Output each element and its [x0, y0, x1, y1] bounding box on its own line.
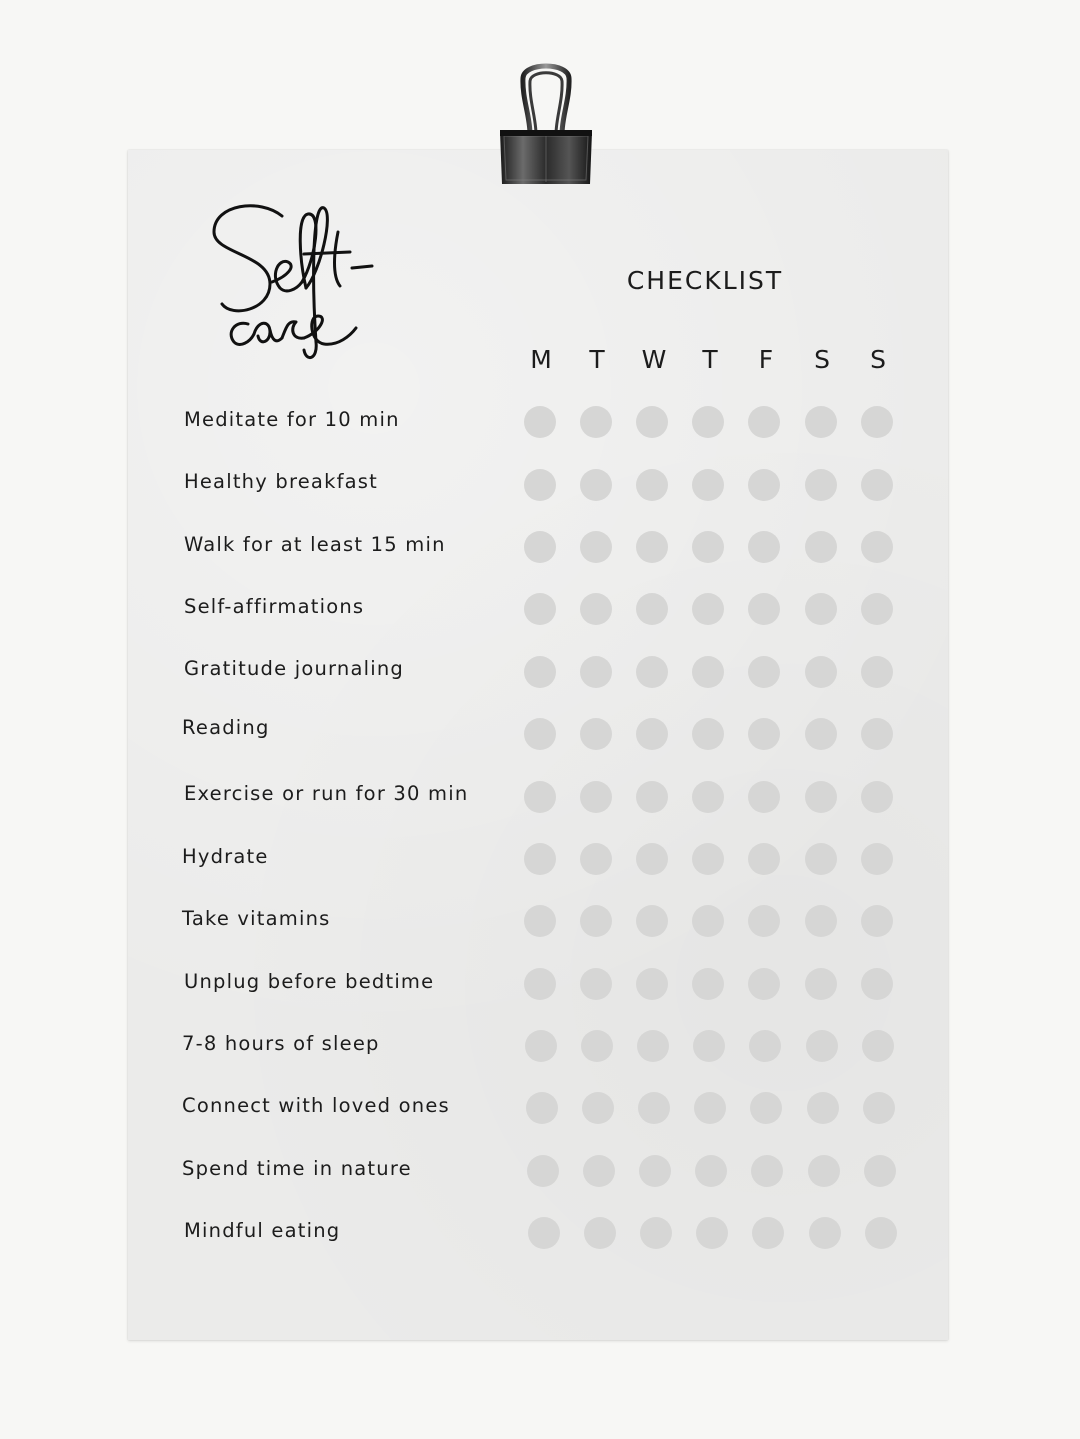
- check-circle[interactable]: [748, 781, 780, 813]
- check-circle[interactable]: [692, 593, 724, 625]
- task-label: Hydrate: [182, 845, 269, 868]
- check-circle[interactable]: [861, 406, 893, 438]
- check-circle[interactable]: [748, 843, 780, 875]
- day-header-saturday: S: [814, 345, 830, 374]
- task-label: Self-affirmations: [184, 595, 365, 618]
- day-header-sunday: S: [870, 345, 886, 374]
- check-circle[interactable]: [692, 843, 724, 875]
- check-circle[interactable]: [805, 469, 837, 501]
- check-circle[interactable]: [524, 593, 556, 625]
- check-circle[interactable]: [580, 905, 612, 937]
- check-circle[interactable]: [580, 406, 612, 438]
- day-header-wednesday: W: [641, 345, 667, 374]
- check-circle[interactable]: [640, 1217, 672, 1249]
- check-circle[interactable]: [524, 718, 556, 750]
- check-circle[interactable]: [748, 968, 780, 1000]
- check-circle[interactable]: [692, 905, 724, 937]
- check-circle[interactable]: [637, 1030, 669, 1062]
- check-circle[interactable]: [865, 1217, 897, 1249]
- check-circle[interactable]: [524, 469, 556, 501]
- check-circle[interactable]: [636, 718, 668, 750]
- check-circle[interactable]: [751, 1155, 783, 1187]
- check-circle[interactable]: [636, 843, 668, 875]
- check-circle[interactable]: [526, 1092, 558, 1124]
- check-circle[interactable]: [805, 531, 837, 563]
- check-circle[interactable]: [748, 718, 780, 750]
- task-label: Gratitude journaling: [184, 657, 404, 680]
- check-circle[interactable]: [528, 1217, 560, 1249]
- task-label: Reading: [182, 716, 270, 739]
- check-circle[interactable]: [524, 968, 556, 1000]
- checklist-title: CHECKLIST: [626, 266, 784, 295]
- check-circle[interactable]: [861, 718, 893, 750]
- check-circle[interactable]: [861, 843, 893, 875]
- check-circle[interactable]: [636, 656, 668, 688]
- check-circle[interactable]: [748, 905, 780, 937]
- check-circle[interactable]: [636, 531, 668, 563]
- check-circle[interactable]: [695, 1155, 727, 1187]
- task-label: Unplug before bedtime: [184, 970, 435, 993]
- check-circle[interactable]: [692, 406, 724, 438]
- self-care-logo: [200, 192, 390, 382]
- check-circle[interactable]: [748, 531, 780, 563]
- check-circle[interactable]: [749, 1030, 781, 1062]
- check-circle[interactable]: [580, 968, 612, 1000]
- check-circle[interactable]: [752, 1217, 784, 1249]
- check-circle[interactable]: [580, 469, 612, 501]
- day-header-thursday: T: [702, 345, 718, 374]
- check-circle[interactable]: [805, 905, 837, 937]
- check-circle[interactable]: [525, 1030, 557, 1062]
- check-circle[interactable]: [583, 1155, 615, 1187]
- check-circle[interactable]: [636, 406, 668, 438]
- check-circle[interactable]: [863, 1092, 895, 1124]
- check-circle[interactable]: [584, 1217, 616, 1249]
- task-label: Mindful eating: [184, 1219, 341, 1242]
- check-circle[interactable]: [861, 968, 893, 1000]
- day-header-friday: F: [758, 345, 774, 374]
- check-circle[interactable]: [805, 718, 837, 750]
- check-circle[interactable]: [580, 718, 612, 750]
- check-circle[interactable]: [809, 1217, 841, 1249]
- day-header-tuesday: T: [589, 345, 605, 374]
- check-circle[interactable]: [805, 968, 837, 1000]
- check-circle[interactable]: [861, 905, 893, 937]
- check-circle[interactable]: [862, 1030, 894, 1062]
- check-circle[interactable]: [524, 531, 556, 563]
- check-circle[interactable]: [750, 1092, 782, 1124]
- check-circle[interactable]: [805, 593, 837, 625]
- check-circle[interactable]: [806, 1030, 838, 1062]
- day-header-monday: M: [530, 345, 552, 374]
- check-circle[interactable]: [524, 656, 556, 688]
- task-label: Walk for at least 15 min: [184, 533, 446, 556]
- check-circle[interactable]: [748, 656, 780, 688]
- check-circle[interactable]: [694, 1092, 726, 1124]
- check-circle[interactable]: [636, 905, 668, 937]
- check-circle[interactable]: [636, 968, 668, 1000]
- check-circle[interactable]: [861, 656, 893, 688]
- check-circle[interactable]: [692, 781, 724, 813]
- check-circle[interactable]: [636, 469, 668, 501]
- check-circle[interactable]: [524, 905, 556, 937]
- check-circle[interactable]: [524, 406, 556, 438]
- check-circle[interactable]: [639, 1155, 671, 1187]
- check-circle[interactable]: [748, 469, 780, 501]
- check-circle[interactable]: [692, 531, 724, 563]
- task-label: Meditate for 10 min: [184, 408, 400, 431]
- check-circle[interactable]: [807, 1092, 839, 1124]
- check-circle[interactable]: [861, 781, 893, 813]
- binder-clip-icon: [496, 56, 596, 192]
- check-circle[interactable]: [808, 1155, 840, 1187]
- check-circle[interactable]: [692, 656, 724, 688]
- task-label: Take vitamins: [182, 907, 331, 930]
- check-circle[interactable]: [580, 656, 612, 688]
- check-circle[interactable]: [582, 1092, 614, 1124]
- check-circle[interactable]: [580, 593, 612, 625]
- check-circle[interactable]: [527, 1155, 559, 1187]
- check-circle[interactable]: [864, 1155, 896, 1187]
- check-circle[interactable]: [638, 1092, 670, 1124]
- check-circle[interactable]: [805, 781, 837, 813]
- task-label: Exercise or run for 30 min: [184, 782, 469, 805]
- check-circle[interactable]: [805, 843, 837, 875]
- check-circle[interactable]: [748, 593, 780, 625]
- check-circle[interactable]: [805, 406, 837, 438]
- check-circle[interactable]: [748, 406, 780, 438]
- check-circle[interactable]: [805, 656, 837, 688]
- check-circle[interactable]: [861, 593, 893, 625]
- check-circle[interactable]: [693, 1030, 725, 1062]
- task-label: Connect with loved ones: [182, 1094, 450, 1117]
- check-circle[interactable]: [580, 781, 612, 813]
- check-circle[interactable]: [861, 531, 893, 563]
- check-circle[interactable]: [524, 843, 556, 875]
- task-label: Spend time in nature: [182, 1157, 412, 1180]
- check-circle[interactable]: [581, 1030, 613, 1062]
- check-circle[interactable]: [692, 469, 724, 501]
- task-label: Healthy breakfast: [184, 470, 378, 493]
- check-circle[interactable]: [696, 1217, 728, 1249]
- check-circle[interactable]: [580, 531, 612, 563]
- check-circle[interactable]: [580, 843, 612, 875]
- check-circle[interactable]: [524, 781, 556, 813]
- check-circle[interactable]: [636, 593, 668, 625]
- task-label: 7-8 hours of sleep: [182, 1032, 380, 1055]
- check-circle[interactable]: [636, 781, 668, 813]
- check-circle[interactable]: [692, 968, 724, 1000]
- check-circle[interactable]: [692, 718, 724, 750]
- check-circle[interactable]: [861, 469, 893, 501]
